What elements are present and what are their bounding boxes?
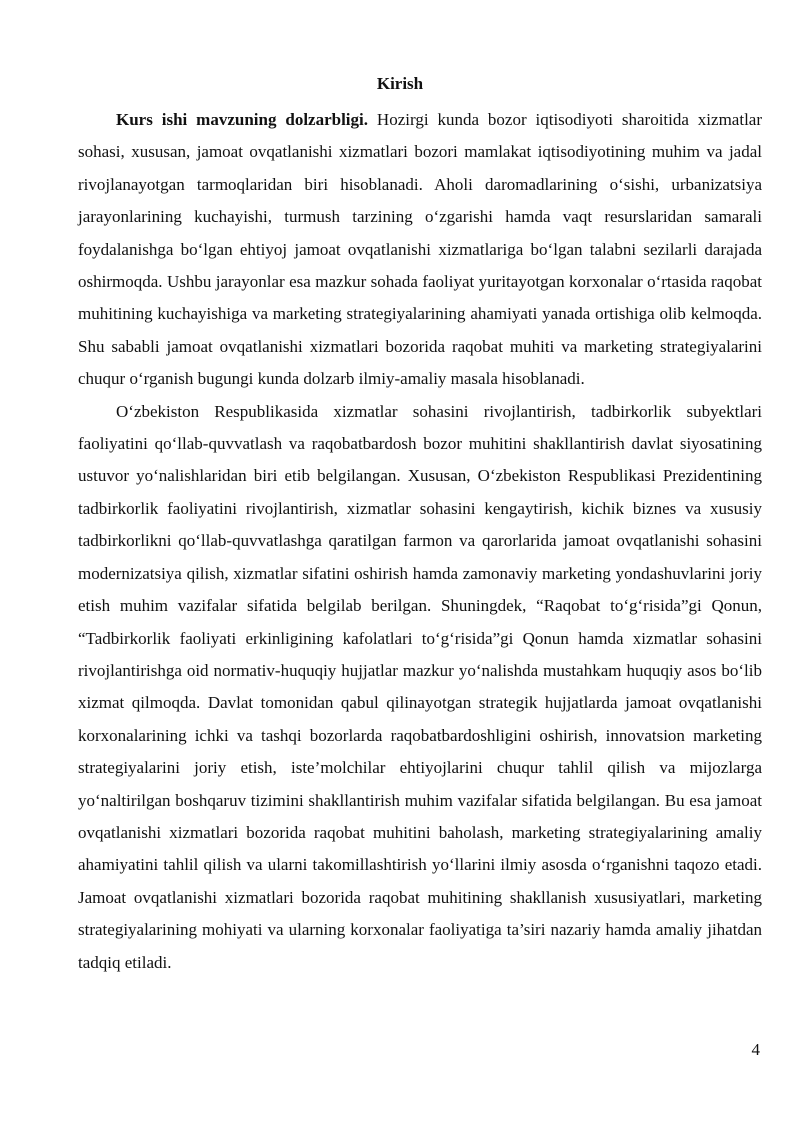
paragraph-text: Hozirgi kunda bozor iqtisodiyoti sharoitida xizmatlar sohasi, xususan, jamoat ovqatlanishi xizmatlari bozori mamlakat iqtisodiyotining muhim va jadal rivojlanayotgan tarmoqlaridan biri hisoblanadi. Aholi daromadlarining o‘sishi, urbanizatsiya jarayonlarining kuchayishi, turmush tarzining o‘zgarishi hamda vaqt resurslaridan samarali foydalanishga bo‘lgan ehtiyoj jamoat ovqatlanishi xizmatlariga bo‘lgan talabni sezilarli darajada oshirmoqda. Ushbu jarayonlar esa mazkur sohada faoliyat yuritayotgan korxonalar o‘rtasida raqobat muhitining kuchayishiga va marketing strategiyalarining ahamiyati yanada ortishiga olib kelmoqda. Shu sababli jamoat ovqatlanishi xizmatlari bozorida raqobat muhiti va marketing strategiyalarini chuqur o‘rganish bugungi kunda dolzarb ilmiy-amaliy masala hisoblanadi. bbox=[78, 110, 762, 389]
page-number: 4 bbox=[751, 1040, 760, 1059]
paragraph-legal-framework: O‘zbekiston Respublikasida xizmatlar sohasini rivojlantirish, tadbirkorlik subyektlari faoliyatini qo‘llab-quvvatlash va raqobatbardosh bozor muhitini shakllantirish davlat siyosatining ustuvor yo‘nalishlaridan biri etib belgilangan. Xususan, O‘zbekiston Respublikasi Prezidentining tadbirkorlik faoliyatini rivojlantirish, xizmatlar sohasini kengaytirish, kichik biznes va xususiy tadbirkorlikni qo‘llab-quvvatlashga qaratilgan farmon va qarorlarida jamoat ovqatlanishi sohasini modernizatsiya qilish, xizmatlar sifatini oshirish hamda zamonaviy marketing yondashuvlarini joriy etish muhim vazifalar sifatida belgilab berilgan. Shuningdek, “Raqobat to‘g‘risida”gi Qonun, “Tadbirkorlik faoliyati erkinligining kafolatlari to‘g‘risida”gi Qonun hamda xizmatlar sohasini rivojlantirishga oid normativ-huquqiy hujjatlar mazkur yo‘nalishda mustahkam huquqiy asos bo‘lib xizmat qilmoqda. Davlat tomonidan qabul qilinayotgan strategik hujjatlarda jamoat ovqatlanishi korxonalarining ichki va tashqi bozorlarda raqobatbardoshligini oshirish, innovatsion marketing strategiyalarini joriy etish, iste’molchilar ehtiyojlarini chuqur tahlil qilish va mijozlarga yo‘naltirilgan boshqaruv tizimini shakllantirish muhim vazifalar sifatida belgilangan. Bu esa jamoat ovqatlanishi xizmatlari bozorida raqobat muhitini baholash, marketing strategiyalarining amaliy ahamiyatini tahlil qilish va ularni takomillashtirish yo‘llarini ilmiy asosda o‘rganishni taqozo etadi. Jamoat ovqatlanishi xizmatlari bozorida raqobat muhitining shakllanish xususiyatlari, marketing strategiyalarining mohiyati va ularning korxonalar faoliyatiga ta’siri nazariy hamda amaliy jihatdan tadqiq etiladi. bbox=[78, 401, 762, 972]
document-body bbox=[78, 104, 762, 979]
page-title: Kirish bbox=[376, 74, 424, 93]
paragraph-lead: Kurs ishi mavzuning dolzarbligi. bbox=[116, 110, 369, 129]
paragraph-relevance bbox=[78, 104, 762, 396]
